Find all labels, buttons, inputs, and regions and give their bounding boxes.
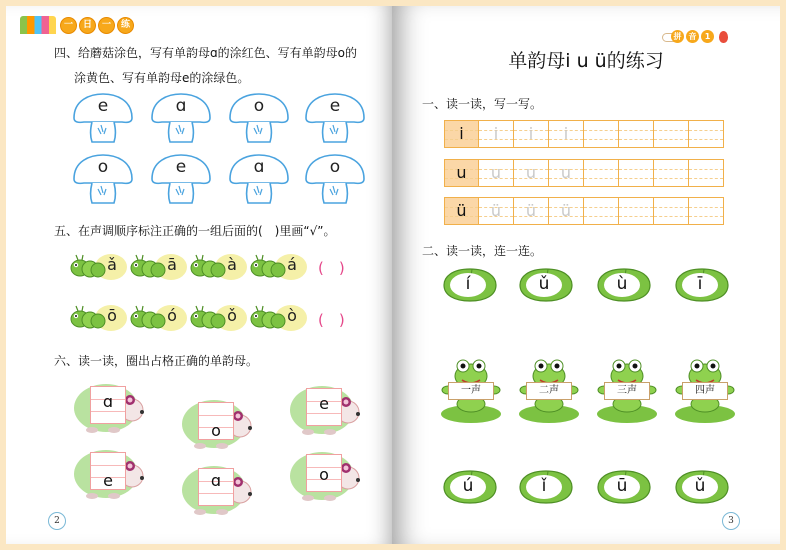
frog	[594, 358, 660, 424]
mushroom-letter: o	[329, 157, 341, 177]
logo-char: 一	[98, 17, 115, 34]
grid-cell[interactable]	[654, 159, 689, 187]
grid-cell[interactable]	[654, 120, 689, 148]
caterpillar	[250, 303, 308, 333]
lily-pad[interactable]	[596, 469, 652, 505]
mushroom[interactable]	[70, 153, 136, 205]
grid-letter: i	[459, 124, 464, 143]
grid-guide	[654, 178, 688, 179]
q5-instruction: 五、在声调顺序标注正确的一组后面的( )里画“√”。	[54, 224, 336, 238]
hedgehog-letter[interactable]: o	[319, 465, 329, 484]
section1-label: 一、读一读，写一写。	[422, 97, 543, 111]
mushroom-letter: ɑ	[175, 96, 187, 116]
mushroom[interactable]	[302, 92, 368, 144]
hedgehog-letter[interactable]: e	[319, 394, 329, 413]
caterpillar	[190, 303, 248, 333]
tone-sign[interactable]: 三声	[604, 382, 650, 400]
grid-guide	[689, 130, 723, 131]
trace-letter: u	[490, 163, 502, 182]
hedgehog-letter[interactable]: e	[103, 471, 113, 490]
mushroom[interactable]	[148, 153, 214, 205]
grid-cell[interactable]	[479, 159, 514, 187]
frog	[672, 358, 738, 424]
caterpillar	[70, 303, 128, 333]
grid-cell[interactable]	[549, 120, 584, 148]
caterpillar	[250, 252, 308, 282]
trace-letter: i	[563, 124, 569, 143]
grid-guide	[689, 207, 723, 208]
page-number-right: 3	[722, 512, 740, 530]
caterpillar	[190, 252, 248, 282]
grid-guide	[619, 207, 653, 208]
grid-letter: ü	[456, 201, 467, 220]
mushroom-letter: ɑ	[253, 157, 265, 177]
grid-guide	[619, 139, 653, 140]
logo-char: 练	[117, 17, 134, 34]
mushroom-letter: o	[97, 157, 109, 177]
grid-guide	[619, 178, 653, 179]
grid-cell[interactable]	[514, 159, 549, 187]
answer-paren-row1[interactable]: ( )	[318, 259, 345, 277]
mushroom-letter: e	[175, 157, 187, 177]
grid-line	[199, 415, 233, 416]
grid-row	[444, 159, 724, 187]
grid-cell[interactable]	[514, 197, 549, 225]
grid-cell[interactable]	[584, 197, 619, 225]
grid-line	[199, 493, 233, 494]
grid-guide	[584, 178, 618, 179]
grid-guide	[654, 207, 688, 208]
grid-guide	[584, 130, 618, 131]
grid-guide	[584, 169, 618, 170]
mushroom-letter: o	[253, 96, 265, 116]
mushroom[interactable]	[302, 153, 368, 205]
grid-guide	[654, 130, 688, 131]
grid-guide	[689, 139, 723, 140]
tone-letter: ó	[167, 306, 177, 325]
grid-head-cell	[444, 159, 479, 187]
grid-cell[interactable]	[689, 159, 724, 187]
lily-pad[interactable]	[518, 267, 574, 303]
mushroom[interactable]	[148, 92, 214, 144]
lily-pad-letter: ú	[462, 476, 474, 496]
grid-cell[interactable]	[584, 159, 619, 187]
grid-guide	[654, 139, 688, 140]
tone-letter: à	[227, 255, 237, 274]
grid-head-cell	[444, 197, 479, 225]
logo-char: 一	[60, 17, 77, 34]
lily-pad-letter: ù	[616, 274, 628, 294]
hedgehog-letter[interactable]: ɑ	[210, 471, 222, 490]
trace-letter: ü	[560, 201, 572, 220]
lily-pad-letter: í	[465, 274, 471, 294]
lily-pad-letter: ū	[616, 476, 628, 496]
trace-letter: i	[528, 124, 534, 143]
series-logo	[20, 14, 134, 36]
trace-letter: i	[493, 124, 499, 143]
hedgehog	[72, 444, 150, 502]
grid-line	[91, 411, 125, 412]
city-icon	[20, 16, 56, 34]
lily-pad-letter: ī	[697, 274, 703, 294]
grid-cell[interactable]	[549, 197, 584, 225]
grid-head-cell	[444, 120, 479, 148]
lily-pad[interactable]	[442, 267, 498, 303]
tone-sign[interactable]: 二声	[526, 382, 572, 400]
caterpillar	[130, 252, 188, 282]
grid-cell[interactable]	[689, 120, 724, 148]
lily-pad-letter: ǐ	[541, 476, 547, 496]
grid-guide	[619, 216, 653, 217]
answer-paren-row2[interactable]: ( )	[318, 311, 345, 329]
lily-pad[interactable]	[596, 267, 652, 303]
caterpillar	[70, 252, 128, 282]
hedgehog	[72, 378, 150, 436]
grid-guide	[654, 216, 688, 217]
page-number-left: 2	[48, 512, 66, 530]
tone-letter: ǎ	[107, 255, 117, 274]
q4-instruction-line1: 四、给蘑菇涂色，写有单韵母ɑ的涂红色、写有单韵母o的	[54, 46, 357, 60]
q6-instruction: 六、读一读，圈出占格正确的单韵母。	[54, 354, 259, 368]
hedgehog	[180, 394, 258, 452]
hedgehog	[288, 446, 366, 504]
lily-pad-letter: ǔ	[694, 476, 706, 496]
grid-cell[interactable]	[549, 159, 584, 187]
lily-pad-letter: ǔ	[538, 274, 550, 294]
frog	[438, 358, 504, 424]
lily-pad[interactable]	[442, 469, 498, 505]
mushroom-letter: e	[329, 96, 341, 116]
mushroom[interactable]	[226, 92, 292, 144]
letter-grid-box	[306, 388, 342, 426]
mushroom-letter: e	[97, 96, 109, 116]
tone-letter: ò	[287, 306, 297, 325]
grid-line	[91, 465, 125, 466]
grid-cell[interactable]	[479, 120, 514, 148]
grid-letter: u	[456, 163, 467, 182]
letter-grid-box	[90, 386, 126, 424]
tone-letter: ā	[167, 255, 177, 274]
letter-grid-box	[198, 402, 234, 440]
balloon-icon	[719, 31, 728, 43]
tone-letter: ǒ	[227, 306, 237, 325]
trace-letter: u	[560, 163, 572, 182]
grid-cell[interactable]	[619, 120, 654, 148]
grid-guide	[689, 216, 723, 217]
grid-guide	[584, 216, 618, 217]
grid-guide	[619, 130, 653, 131]
lily-pad[interactable]	[674, 469, 730, 505]
grid-cell[interactable]	[619, 159, 654, 187]
caterpillar	[130, 303, 188, 333]
grid-cell[interactable]	[689, 197, 724, 225]
grid-line	[307, 413, 341, 414]
letter-grid-box	[90, 452, 126, 490]
section2-label: 二、读一读，连一连。	[422, 244, 543, 258]
grid-cell[interactable]	[479, 197, 514, 225]
grid-guide	[689, 169, 723, 170]
tone-sign[interactable]: 一声	[448, 382, 494, 400]
trace-letter: ü	[525, 201, 537, 220]
trace-letter: u	[525, 163, 537, 182]
letter-grid-box	[198, 468, 234, 506]
q4-instruction-line2: 涂黄色、写有单韵母e的涂绿色。	[74, 71, 250, 85]
grid-cell[interactable]	[619, 197, 654, 225]
mushroom[interactable]	[70, 92, 136, 144]
grid-guide	[619, 169, 653, 170]
logo-char: 拼	[671, 30, 684, 43]
grid-cell[interactable]	[514, 120, 549, 148]
logo-char: 日	[79, 17, 96, 34]
logo-char: 音	[686, 30, 699, 43]
grid-guide	[689, 178, 723, 179]
hedgehog-letter[interactable]: ɑ	[102, 392, 114, 411]
grid-cell[interactable]	[654, 197, 689, 225]
grid-guide	[654, 169, 688, 170]
tone-sign[interactable]: 四声	[682, 382, 728, 400]
trace-letter: ü	[490, 201, 502, 220]
mushroom[interactable]	[226, 153, 292, 205]
left-page	[6, 6, 394, 544]
logo-char: 1	[701, 30, 714, 43]
frog	[516, 358, 582, 424]
hedgehog	[180, 460, 258, 518]
tone-letter: á	[287, 255, 297, 274]
grid-row	[444, 120, 724, 148]
grid-guide	[584, 139, 618, 140]
lily-pad[interactable]	[674, 267, 730, 303]
right-page	[392, 6, 780, 544]
grid-cell[interactable]	[584, 120, 619, 148]
tone-letter: ō	[107, 306, 117, 325]
grid-row	[444, 197, 724, 225]
series-logo-right	[671, 30, 728, 43]
grid-guide	[584, 207, 618, 208]
letter-grid-box	[306, 454, 342, 492]
hedgehog	[288, 380, 366, 438]
lily-pad[interactable]	[518, 469, 574, 505]
page-title: 单韵母i u ü的练习	[508, 50, 664, 72]
hedgehog-letter[interactable]: o	[211, 421, 221, 440]
